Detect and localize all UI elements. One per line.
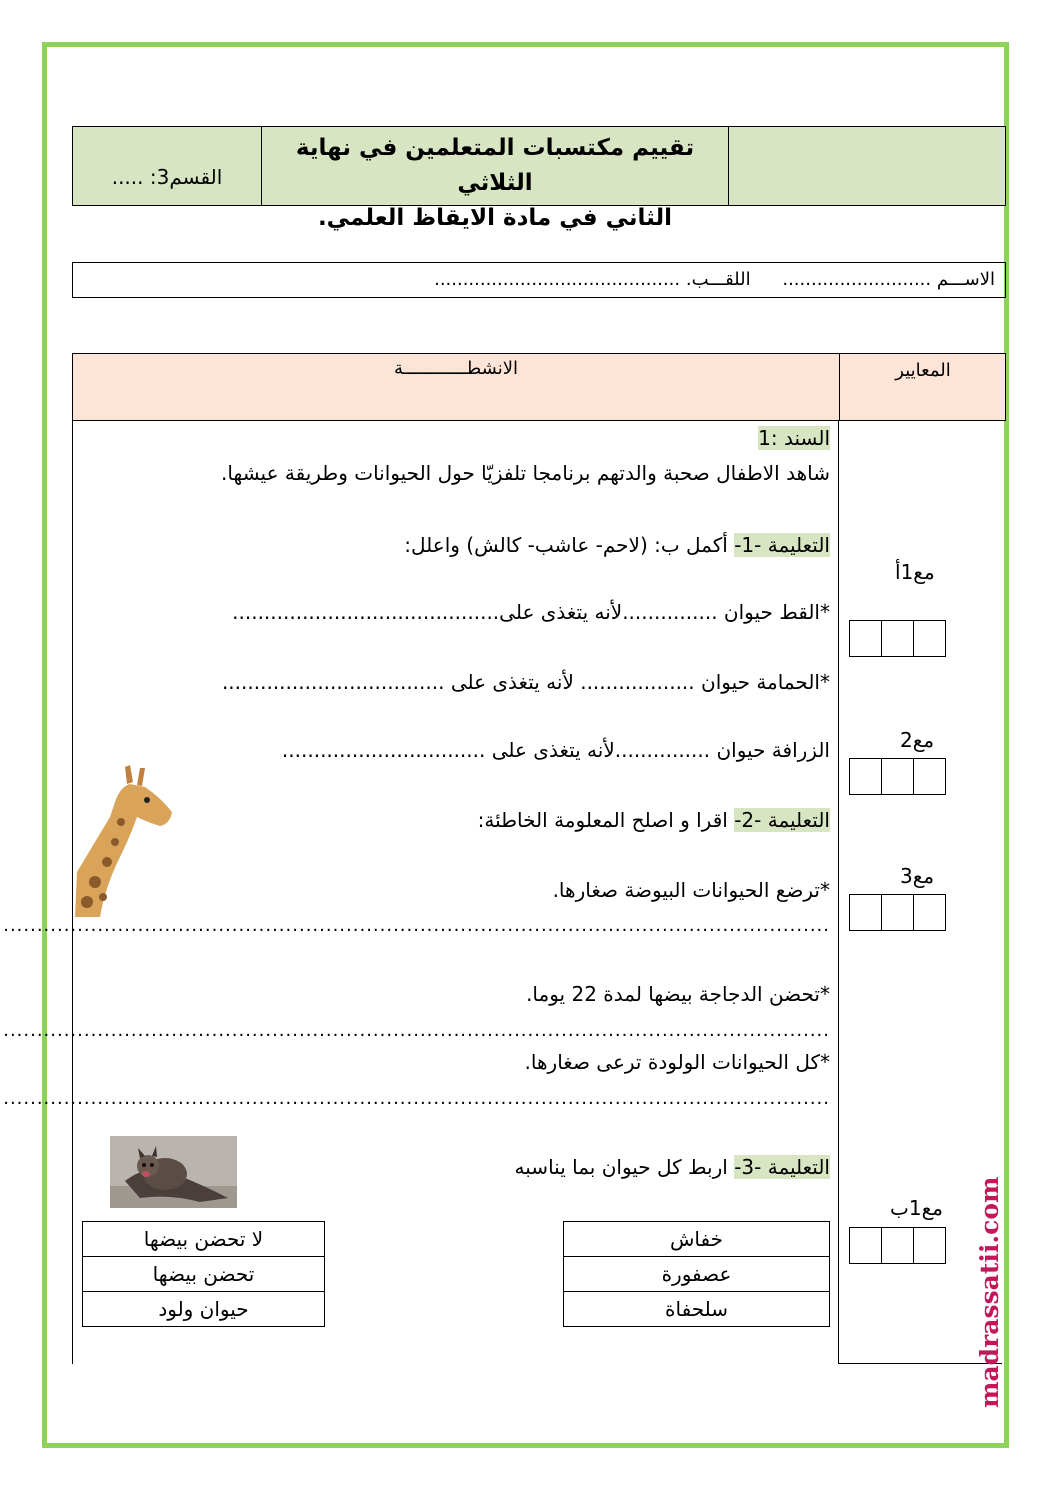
surname-field[interactable]: اللقـــب. ........................................... (434, 269, 751, 290)
class-label: القسم3: ..... (111, 165, 223, 189)
score-boxes-3[interactable] (849, 894, 946, 931)
table-left-border (72, 421, 73, 1364)
match-item-animal[interactable]: سلحفاة (564, 1292, 830, 1327)
giraffe-image (75, 762, 175, 917)
match-item-animal[interactable]: عصفورة (564, 1257, 830, 1292)
match-item-option[interactable]: حيوان ولود (83, 1292, 325, 1327)
match-item-option[interactable]: لا تحضن بيضها (83, 1222, 325, 1257)
statement-2: *تحضن الدجاجة بيضها لمدة 22 يوما. (526, 982, 830, 1006)
instruction-3: التعليمة -3- اربط كل حيوان بما يناسبه (514, 1155, 830, 1179)
answer-line-3[interactable]: ........................................................................................................................... (3, 1088, 830, 1109)
score-boxes-1b[interactable] (849, 1227, 946, 1264)
instruction-1-line-1[interactable]: *القط حيوان ...............لأنه يتغذى على.......................................... (232, 600, 830, 624)
criterion-2: مع2 (900, 728, 935, 752)
instruction-1-line-2[interactable]: *الحمامة حيوان .................. لأنه يتغذى على ................................... (221, 670, 830, 694)
activities-header: الانشطــــــــــــة (393, 358, 519, 379)
match-item-option[interactable]: تحضن بيضها (83, 1257, 325, 1292)
instruction-1: التعليمة -1- أكمل ب: (لاحم- عاشب- كالش) واعلل: (404, 533, 830, 557)
header-table (72, 126, 1006, 231)
table-divider (838, 421, 839, 1364)
answer-line-1[interactable]: ........................................................................................................................... (3, 915, 830, 936)
criterion-3: مع3 (900, 864, 935, 888)
score-boxes-1a[interactable] (849, 620, 946, 657)
support-text: شاهد الاطفال صحبة والدتهم برنامجا تلفزيّا حول الحيوانات وطريقة عيشها. (221, 461, 830, 485)
criteria-header: المعايير (895, 360, 951, 381)
match-item-animal[interactable]: خفاش (564, 1222, 830, 1257)
instruction-2-label: التعليمة -2- (734, 808, 830, 832)
answer-line-2[interactable]: ........................................................................................................................... (3, 1020, 830, 1041)
watermark-logo (966, 1160, 1026, 1410)
student-info-row (72, 262, 1006, 298)
name-field[interactable]: الاســـم .......................... (782, 269, 995, 290)
statement-3: *كل الحيوانات الولودة ترعى صغارها. (524, 1050, 830, 1074)
bat-image (110, 1136, 237, 1208)
criterion-1a: مع1أ (895, 560, 935, 584)
instruction-1-line-3[interactable]: الزرافة حيوان ...............لأنه يتغذى على ................................ (281, 738, 830, 762)
instruction-1-label: التعليمة -1- (734, 533, 830, 557)
criterion-1b: مع1ب (890, 1196, 943, 1220)
table-header (72, 353, 1006, 421)
instruction-3-label: التعليمة -3- (734, 1155, 830, 1179)
page-title (269, 131, 721, 236)
title-line-1: تقييم مكتسبات المتعلمين في نهاية الثلاثي (295, 135, 695, 196)
animals-column (563, 1221, 830, 1327)
title-line-2: الثاني في مادة الايقاظ العلمي. (317, 205, 673, 231)
instruction-2: التعليمة -2- اقرا و اصلح المعلومة الخاطئة: (477, 808, 830, 832)
statement-1: *ترضع الحيوانات البيوضة صغارها. (552, 878, 830, 902)
support-label: السند :1 (758, 426, 830, 450)
svg-text:madrassatii.com: madrassatii.com (975, 1176, 1004, 1408)
options-column (82, 1221, 325, 1327)
score-boxes-2[interactable] (849, 758, 946, 795)
